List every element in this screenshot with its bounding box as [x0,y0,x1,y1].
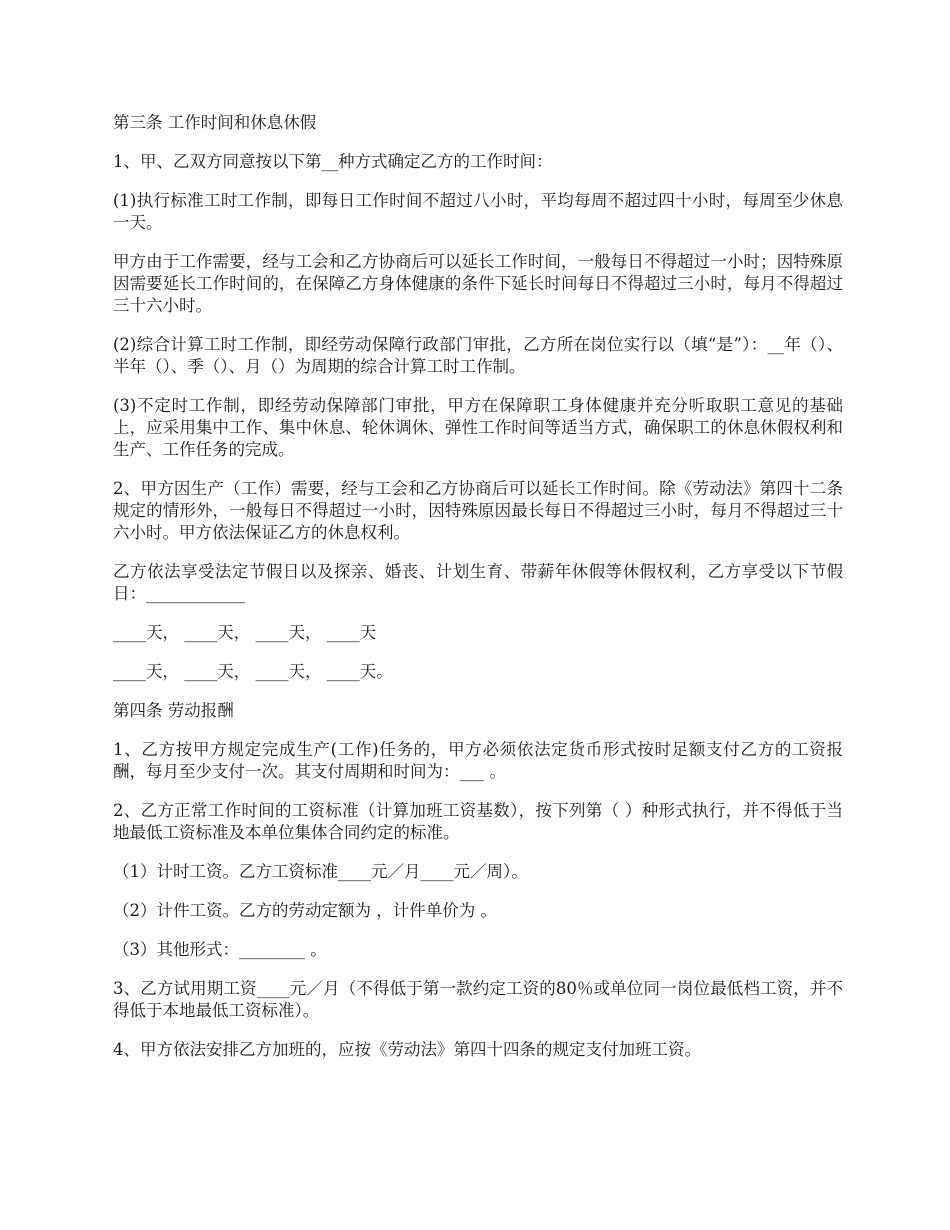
time-wage-option: （1）计时工资。乙方工资标准____元／月____元／周）。 [113,862,528,881]
standard-hours-clause: (1)执行标准工时工作制，即每日工作时间不超过八小时，平均每周不超过四十小时，每周至少休息一天。 [113,191,843,232]
comprehensive-hours-clause: (2)综合计算工时工作制，即经劳动保障行政部门审批，乙方所在岗位实行以（填“是”）：__年（）、半年（）、季（）、月（）为周期的综合计算工时工作制。 [113,335,843,376]
probation-wage-clause: 3、乙方试用期工资____元／月（不得低于第一款约定工资的80％或单位同一岗位最低档工资，并不得低于本地最低工资标准）。 [113,979,843,1020]
holiday-days-line-1: ____天， ____天， ____天， ____天 [113,623,377,642]
piece-wage-option: （2）计件工资。乙方的劳动定额为 ，计件单价为 。 [113,901,497,920]
document-body [113,112,843,1078]
clause-1-work-time-method: 1、甲、乙双方同意按以下第__种方式确定乙方的工作时间： [113,152,553,171]
overtime-pay-clause: 4、甲方依法安排乙方加班的，应按《劳动法》第四十四条的规定支付加班工资。 [113,1040,701,1059]
flexible-hours-clause: (3)不定时工作制，即经劳动保障部门审批，甲方在保障职工身体健康并充分听取职工意见的基础上，应采用集中工作、集中休息、轮休调休、弹性工作时间等适当方式，确保职工的休息休假权利和生产、工作任务的完成。 [113,396,843,459]
remuneration-clause-1: 1、乙方按甲方规定完成生产(工作)任务的，甲方必须依法定货币形式按时足额支付乙方的工资报酬，每月至少支付一次。其支付周期和时间为：___ 。 [113,740,843,781]
remuneration-clause-2: 2、乙方正常工作时间的工资标准（计算加班工资基数），按下列第（ ）种形式执行，并不得低于当地最低工资标准及本单位集体合同约定的标准。 [113,801,843,842]
section-heading-article-3: 第三条 工作时间和休息休假 [113,113,317,132]
clause-2-overtime-limits: 2、甲方因生产（工作）需要，经与工会和乙方协商后可以延长工作时间。除《劳动法》第四十二条规定的情形外，一般每日不得超过一小时，因特殊原因最长每日不得超过三小时，每月不得超过三十六小时。甲方依法保证乙方的休息权利。 [113,479,843,542]
holiday-rights-clause: 乙方依法享受法定节假日以及探亲、婚丧、计划生育、带薪年休假等休假权利，乙方享受以下节假日：____________ [113,562,843,603]
holiday-days-line-2: ____天， ____天， ____天， ____天。 [113,662,393,681]
section-heading-article-4: 第四条 劳动报酬 [113,701,234,720]
overtime-extension-clause: 甲方由于工作需要，经与工会和乙方协商后可以延长工作时间，一般每日不得超过一小时；因特殊原因需要延长工作时间的，在保障乙方身体健康的条件下延长时间每日不得超过三小时，每月不得超过三十六小时。 [113,252,843,315]
other-wage-option: （3）其他形式：________ 。 [113,940,327,959]
